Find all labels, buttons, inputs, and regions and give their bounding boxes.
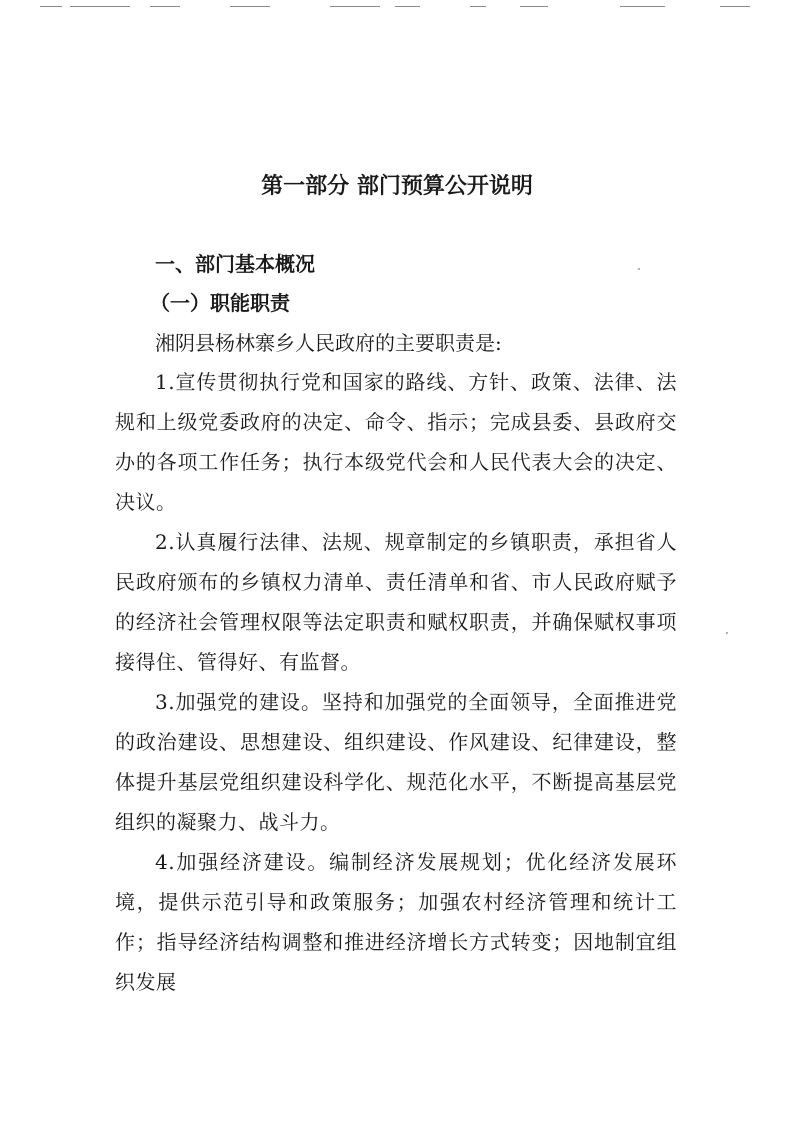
scan-artifact-top bbox=[0, 2, 794, 12]
paragraph-2: 2.认真履行法律、法规、规章制定的乡镇职责，承担省人民政府颁布的乡镇权力清单、责任清单和省、市人民政府赋予的经济社会管理权限等法定职责和赋权职责，并确保赋权事项接得住、管得好、有监督。 bbox=[115, 530, 677, 674]
section-heading: 一、部门基本概况 bbox=[155, 252, 315, 276]
page-title: 第一部分 部门预算公开说明 bbox=[261, 173, 533, 199]
intro-paragraph: 湘阴县杨林寨乡人民政府的主要职责是: bbox=[155, 331, 502, 355]
subsection-heading: （一）职能职责 bbox=[150, 291, 290, 315]
paragraph-3: 3.加强党的建设。坚持和加强党的全面领导，全面推进党的政治建设、思想建设、组织建设、作风建设、纪律建设，整体提升基层党组织建设科学化、规范化水平，不断提高基层党组织的凝聚力、战斗力。 bbox=[115, 690, 677, 834]
scan-speck bbox=[726, 632, 728, 634]
paragraph-4: 4.加强经济建设。编制经济发展规划；优化经济发展环境，提供示范引导和政策服务；加强农村经济管理和统计工作；指导经济结构调整和推进经济增长方式转变；因地制宜组织发展 bbox=[115, 850, 677, 994]
paragraph-1: 1.宣传贯彻执行党和国家的路线、方针、政策、法律、法规和上级党委政府的决定、命令、指示；完成县委、县政府交办的各项工作任务；执行本级党代会和人民代表大会的决定、决议。 bbox=[115, 370, 677, 514]
